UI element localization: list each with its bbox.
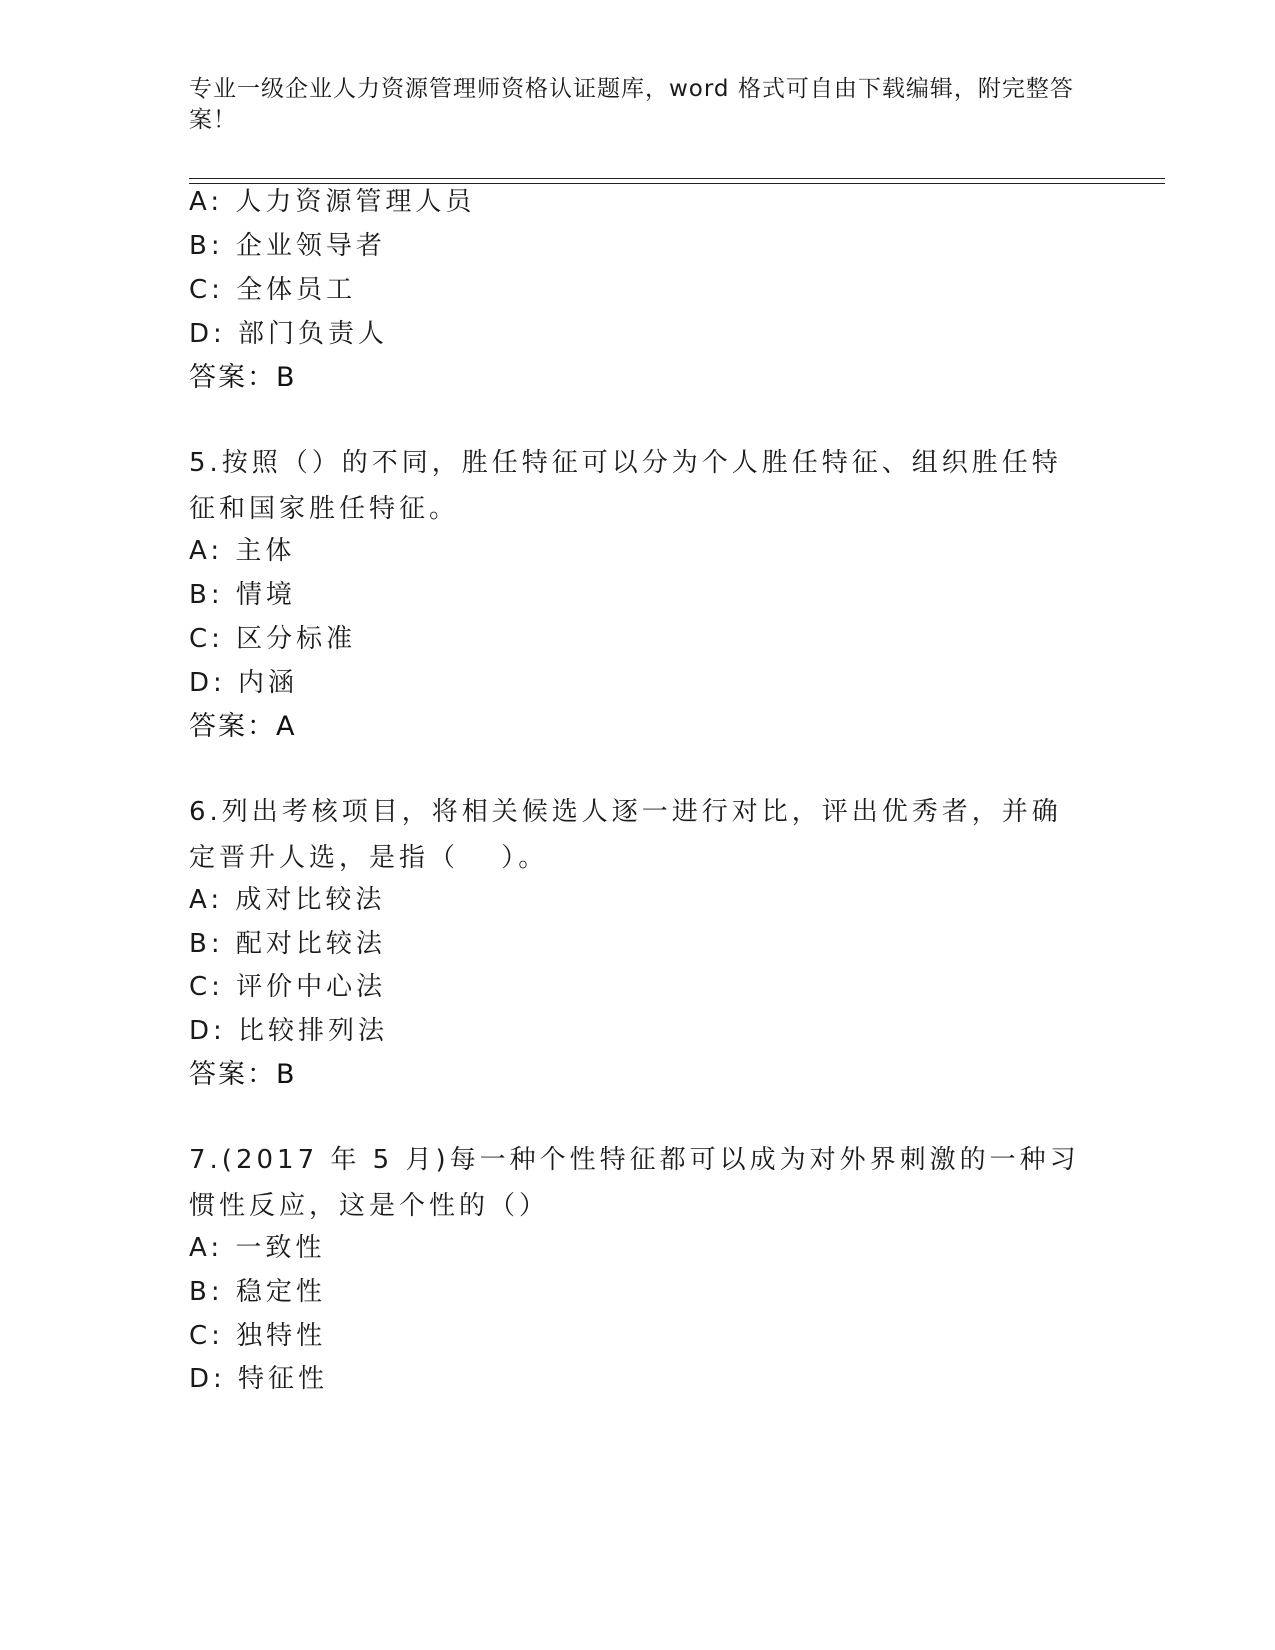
q6-option-c: C: 评价中心法 [189,972,387,1002]
q5-option-a: A: 主体 [189,536,296,566]
q6-question: 6.列出考核项目，将相关候选人逐一进行对比，评出优秀者，并确定晋升人选，是指（ ）。 [189,797,1062,873]
q6-option-a: A: 成对比较法 [189,885,386,915]
q7-option-d: D: 特征性 [189,1364,329,1394]
q7-option-a: A: 一致性 [189,1233,326,1263]
q5-option-b: B: 情境 [189,580,296,610]
header-note: 专业一级企业人力资源管理师资格认证题库，word 格式可自由下载编辑，附完整答案！ [189,76,1074,133]
q4-option-a: A: 人力资源管理人员 [189,187,476,217]
q6-option-d: D: 比较排列法 [189,1016,389,1046]
q7-option-b: B: 稳定性 [189,1277,326,1307]
q4-option-b: B: 企业领导者 [189,231,386,261]
q5-option-c: C: 区分标准 [189,624,357,654]
q4-option-c: C: 全体员工 [189,275,357,305]
q6-option-b: B: 配对比较法 [189,929,386,959]
q7-question: 7.(2017 年 5 月)每一种个性特征都可以成为对外界刺激的一种习惯性反应，这是个性的（） [189,1145,1080,1221]
q4-option-d: D: 部门负责人 [189,319,389,349]
q5-option-d: D: 内涵 [189,668,299,698]
q5-question: 5.按照（）的不同，胜任特征可以分为个人胜任特征、组织胜任特征和国家胜任特征。 [189,448,1062,524]
q4-answer: 答案：B [189,362,297,393]
q6-answer: 答案：B [189,1059,297,1090]
q7-option-c: C: 独特性 [189,1321,327,1351]
header-divider [189,178,1165,184]
q5-answer: 答案：A [189,711,297,742]
